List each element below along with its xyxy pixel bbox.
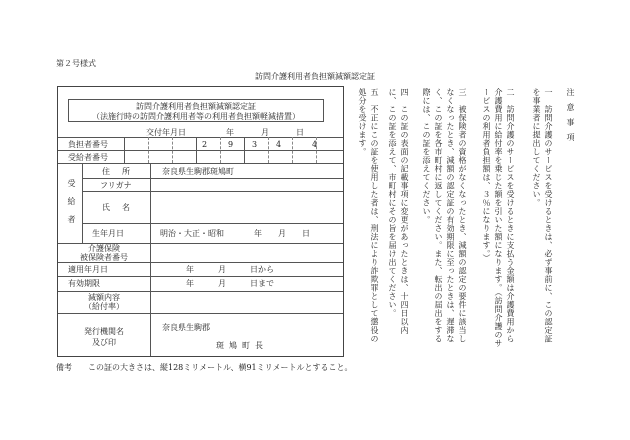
furigana-label: フリガナ bbox=[100, 181, 132, 190]
certificate-card bbox=[57, 86, 344, 357]
card-title-box bbox=[68, 99, 324, 122]
issue-date-month: 月 bbox=[261, 128, 269, 137]
address-value: 奈良県生駒郡斑鳩町 bbox=[162, 167, 234, 176]
row-divider bbox=[58, 137, 343, 138]
digit-sep bbox=[148, 137, 149, 163]
form-number-label: 第２号様式 bbox=[56, 59, 96, 68]
col-divider bbox=[150, 163, 151, 243]
row-divider bbox=[58, 150, 343, 151]
issuer-town: 斑鳩町長 bbox=[216, 341, 268, 350]
birth-units: 年 月 日 bbox=[254, 229, 310, 238]
row-divider bbox=[82, 178, 343, 179]
row-divider bbox=[58, 313, 343, 314]
recipient-number-label: 受給者番号 bbox=[68, 153, 108, 162]
note-item-5: 五 不正にこの証を使用した者は、刑法により詐欺罪として懲役の処分を受けます。 bbox=[358, 88, 379, 343]
birth-label: 生年月日 bbox=[92, 229, 124, 238]
digit-sep bbox=[172, 137, 173, 163]
row-divider bbox=[58, 291, 343, 292]
col-divider bbox=[244, 137, 245, 163]
birth-eras: 明治・大正・昭和 bbox=[160, 229, 224, 238]
card-title: 訪問介護利用者負担額減額認定証 bbox=[136, 102, 256, 111]
burden-digit: 4 bbox=[312, 140, 318, 149]
burden-digit: 2 bbox=[202, 140, 208, 149]
note-item-2: 二 訪問介護のサービスを受けるときに支払う金額は介護費用から介護費用に給付率を乗じた額を引いた額になります。（訪問介護のサービスの利用者負担額は、３％になります。） bbox=[482, 88, 515, 348]
row-divider bbox=[82, 223, 343, 224]
col-divider bbox=[124, 137, 125, 163]
name-label: 氏名 bbox=[102, 203, 142, 212]
insured-label-2: 被保険者番号 bbox=[80, 253, 128, 262]
note-item-4: 四 この証の表面の記載事項に変更があったときは、十四日以内に、この証を添えて、市町村にその旨を届け出てください。 bbox=[388, 88, 409, 335]
footer-note: 備考 この証の大きさは、縦128ミリメートル、横91ミリメートルとすること。 bbox=[56, 363, 353, 372]
issue-date-day: 日 bbox=[296, 128, 304, 137]
expiry-value: 年 月 日まで bbox=[186, 279, 274, 288]
burden-digit: 9 bbox=[228, 140, 234, 149]
digit-sep bbox=[220, 137, 221, 163]
col-divider bbox=[150, 243, 151, 356]
expiry-label: 有効期限 bbox=[68, 279, 100, 288]
col-divider bbox=[196, 137, 197, 163]
issuer-label-2: 及び印 bbox=[92, 338, 116, 347]
note-item-3: 三 被保険者の資格がなくなったとき、減額の認定の要件に該当しなくなったとき、減額の認定証の有効期限に至ったときは、遅滞なく、この証を各市町村に返してください。また、転出の届出をする際には、この証を添えてください。 bbox=[422, 88, 467, 343]
digit-sep bbox=[268, 137, 269, 163]
recipient-group-label: 受給者 bbox=[67, 179, 76, 233]
address-label: 住所 bbox=[102, 167, 142, 176]
issue-date-label: 交付年月日 bbox=[146, 128, 186, 137]
apply-date-value: 年 月 日から bbox=[186, 265, 274, 274]
issuer-label: 発行機関名 bbox=[84, 327, 124, 336]
digit-sep bbox=[292, 137, 293, 163]
row-divider bbox=[58, 163, 343, 164]
insured-label: 介護保険 bbox=[88, 244, 120, 253]
notes-section bbox=[358, 88, 580, 358]
issuer-prefecture: 奈良県生駒郡 bbox=[162, 323, 210, 332]
apply-date-label: 適用年月日 bbox=[68, 265, 108, 274]
card-subtitle: （法施行時の訪問介護利用者等の利用者負担額軽減措置） bbox=[92, 112, 300, 121]
note-item-1: 一 訪問介護のサービスを受けるときは、必ず事前に、この認定証を事業者に提出してください。 bbox=[532, 88, 553, 343]
reduction-label: 減額内容 bbox=[88, 293, 120, 302]
burden-number-label: 負担者番号 bbox=[68, 140, 108, 149]
reduction-label-2: （給付率） bbox=[84, 302, 124, 311]
row-divider bbox=[82, 191, 343, 192]
document-title: 訪問介護利用者負担額減額認定証 bbox=[255, 72, 375, 81]
notes-heading: 注意事項 bbox=[566, 88, 575, 148]
col-divider bbox=[82, 163, 83, 243]
burden-digit: 3 bbox=[252, 140, 258, 149]
row-divider bbox=[58, 262, 343, 263]
issue-date-year: 年 bbox=[226, 128, 234, 137]
row-divider bbox=[58, 276, 343, 277]
burden-digit: 4 bbox=[276, 140, 282, 149]
